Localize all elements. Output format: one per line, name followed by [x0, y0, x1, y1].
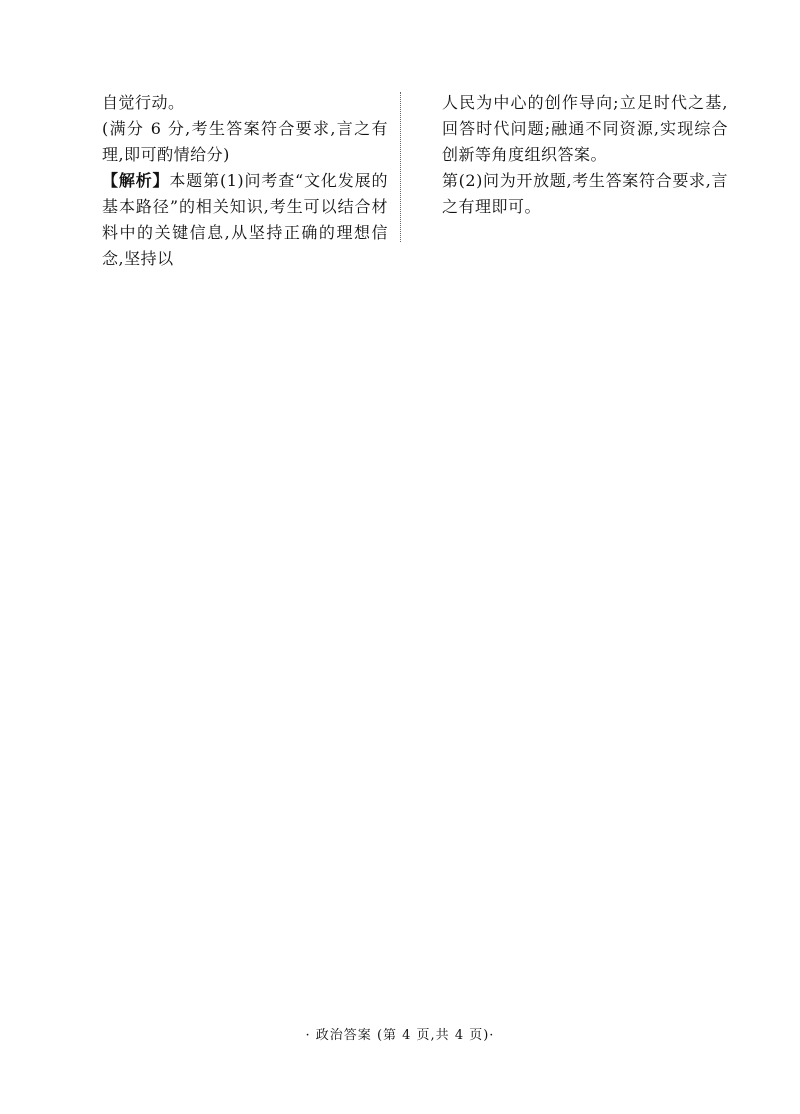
page-footer: · 政治答案 (第 4 页,共 4 页)· [305, 1028, 495, 1043]
column-divider [400, 92, 401, 242]
scoring-note: (满分 6 分,考生答案符合要求,言之有理,即可酌情给分) [102, 119, 388, 164]
right-column [442, 90, 728, 220]
analysis-text: 本题第(1)问考查“文化发展的基本路径”的相关知识,考生可以结合材料中的关键信息,从坚持正确的理想信念,坚持以 [102, 171, 388, 268]
analysis-paragraph [102, 168, 388, 272]
analysis-continuation: 人民为中心的创作导向;立足时代之基,回答时代问题;融通不同资源,实现综合创新等角度组织答案。 [442, 93, 728, 164]
question-2-note: 第(2)问为开放题,考生答案符合要求,言之有理即可。 [442, 171, 728, 216]
analysis-label: 【解析】 [102, 171, 170, 190]
left-column [102, 90, 388, 272]
answer-ending: 自觉行动。 [102, 93, 185, 112]
